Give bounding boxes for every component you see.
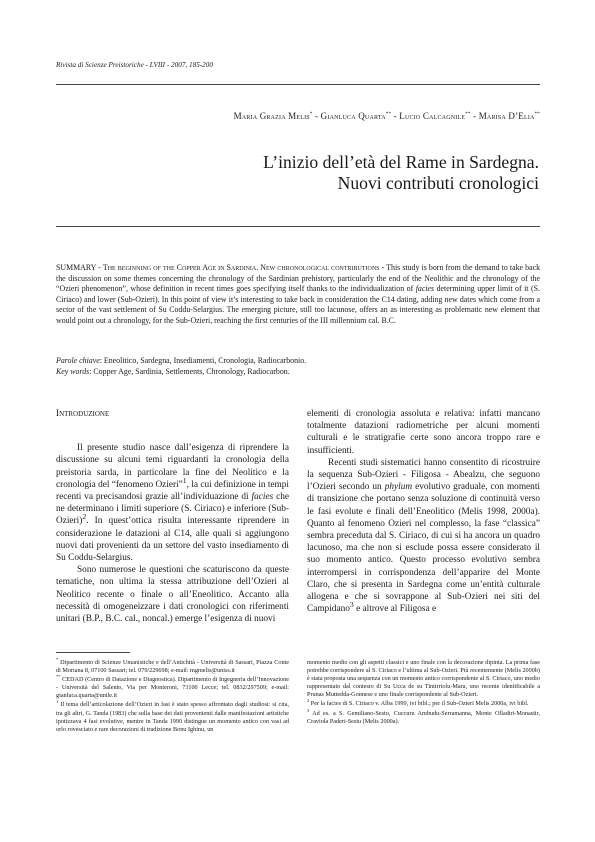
- footnote-text: Dipartimento di Scienze Umanistiche e dell’Antichità - Università di Sassari, Piazza Conte di Moriana 8, 07100 Sassari; tel. 079/229698; e-mail: mgmelis@uniss.it: [56, 659, 289, 675]
- summary-italic: facies: [415, 284, 435, 294]
- footnote-mark: 1: [56, 699, 59, 705]
- affiliation-mark: **: [385, 112, 392, 117]
- summary-block: [56, 263, 540, 327]
- footnote: momento medio con gli aspetti classici e uno finale con la decorazione dipinta. La prima fase potrebbe corrispondere al S. Ciriaco e l’ultima al Sub-Ozieri. Più recentemente (Melis 2000b) è stata proposta una sequenza con un momento antico corrispondente al S. Ciriaco, uno medio rappresentato dal contesto di Su Ucca de su Tintirriolu-Mara, uno recente identificabile a Prunas Muttedda-Gonnese e uno finale corrispondente al Sub-Ozieri.: [307, 659, 540, 699]
- footnote-mark: **: [56, 674, 61, 680]
- author-name: Marisa D’Elia: [478, 111, 535, 121]
- footnote-text: CEDAD (Centro di Datazione e Diagnostica). Dipartimento di Ingegneria dell’Innovazione - Università del Salento, Via per Monteroni, 73100 Lecce; tel. 0832/297509; e-mail: gianluca.quarta@unile.it: [56, 676, 289, 700]
- paragraph: Sono numerose le questioni che scaturiscono da queste tematiche, non ultima la stessa attribuzione dell’Ozieri al Neolitico recente o finale o all’Eneolitico. Accanto alla necessità di omogeneizzare i dati cronologici con riferimenti unitari (B.P., B.C. cal., noncal.) emerge l’esigenza di nuovi: [56, 565, 289, 625]
- affiliation-mark: **: [465, 112, 471, 117]
- author-separator: -: [470, 111, 479, 121]
- author-separator: -: [312, 111, 321, 121]
- keywords-label: Key words: [56, 367, 90, 376]
- paragraph-text: evolutivo graduale, con momenti di transizione che portano senza soluzione di continuità verso le fasi evolute e finali dell’Eneolitico (Melis 1998, 2000a). Quanto al fenomeno Ozieri nel complesso, la fase “classica” sembra preceduta dal S. Ciriaco, di cui si ha ancora un quadro lacunoso, ma che non si esclude possa essere considerato il suo momento antico. Questo processo evolutivo sembra interrompersi in corrispondenza dell’apparire del Monte Claro, che si presenta in Sardegna come un’entità culturale allogena e che si sovrappone al Sub-Ozieri nei siti del Campidano: [307, 482, 540, 615]
- summary-heading: The beginning of the Copper Age in Sardinia. New chronological contributions: [102, 263, 380, 272]
- paragraph-text: Recenti studi sistematici hanno consentito di ricostruire la sequenza Sub-Ozieri - Filigosa - Abealzu, che seguono l’Ozieri secondo un: [307, 457, 540, 493]
- footnote: [307, 700, 540, 708]
- author-name: Gianluca Quarta: [320, 111, 386, 121]
- keywords-italian: [56, 356, 540, 367]
- author-name: Maria Grazia Melis: [233, 111, 310, 121]
- footnote-mark: *: [56, 656, 59, 662]
- header-rule: [56, 84, 540, 85]
- footnote-ref: 3: [349, 600, 354, 610]
- paragraph-text: . In quest’ottica risulta interessante riprendere in considerazione le datazioni al C14, alle quali si aggiungono nuovi dati provenienti da un settore del vasto insediamento di Su Coddu-Selargius.: [56, 516, 289, 564]
- footnote-rule: [56, 652, 130, 653]
- paragraph: [307, 457, 540, 616]
- keywords-label: Parole chiave: [56, 356, 100, 365]
- summary-text: determining upper limit of it (S. Ciriaco) and lower (Sub-Ozieri). In this point of view it’s interesting to take back in consideration the C14 dating, adding new dates which come from a sector of the vast settlement of Su Coddu-Selargius. The emerging picture, still too lacunose, offers an as interesting as problematic new element that would point out a chronology, for the Sub-Ozieri, reaching the first centuries of the III millennium cal. B.C.: [56, 284, 540, 325]
- paragraph: elementi di cronologia assoluta e relativa: infatti mancano totalmente datazioni radiometriche per alcuni momenti culturali e le stratigrafie certe sono ancora troppo rare e insufficienti.: [307, 409, 540, 456]
- paragraph-text: che ne determinano i limiti superiore (S. Ciriaco) e inferiore (Sub-Ozieri): [56, 492, 289, 527]
- affiliation-mark: *: [309, 112, 313, 117]
- footnote: [56, 676, 289, 700]
- right-column: [307, 408, 540, 615]
- title-line: Nuovi contributi cronologici: [337, 173, 539, 193]
- italic-term: phylum: [384, 482, 413, 493]
- section-heading: Introduzione: [56, 409, 110, 419]
- keywords-text: : Copper Age, Sardinia, Settlements, Chronology, Radiocarbon.: [89, 367, 290, 376]
- title-rule: [56, 226, 540, 227]
- paper-title: [263, 152, 539, 194]
- paragraph-text: , la cui definizione in tempi recenti va precisandosi grazie all’individuazione di: [56, 479, 289, 503]
- footnote: [307, 707, 540, 726]
- summary-label: SUMMARY -: [56, 263, 103, 272]
- footnote-mark: 2: [307, 698, 310, 704]
- footnotes-left: [56, 656, 289, 735]
- journal-header: Rivista di Scienze Preistoriche - LVIII - 2007, 185-200: [56, 61, 213, 69]
- author-name: Lucio Calcagnile: [399, 111, 466, 121]
- affiliation-mark: **: [534, 112, 540, 117]
- footnote-text: Ad es. a S. Gemiliano-Sestu, Cuccuru Ambudu-Serramanna, Monte Olladiri-Monastir, Craviola Paderi-Sestu (Melis 2000a).: [307, 709, 540, 725]
- summary-text: - This study is born from the demand to take back the discussion on some themes concerning the chronology of the Sardinian prehistory, particularly the end of the Neolithic and the chronology of the “Ozieri phenomenon”, whose definition in recent times goes specifying itself thanks to the individualization of: [56, 263, 541, 294]
- keywords-english: [56, 367, 540, 378]
- paragraph-text: Il presente studio nasce dall’esigenza di riprendere la discussione su alcuni temi riguardanti la cronologia della preistoria sarda, in particolare la fine del Neolitico e la cronologia del “fenomeno Ozieri”: [56, 443, 289, 490]
- title-line: L’inizio dell’età del Rame in Sardegna.: [263, 152, 539, 172]
- left-column: [56, 408, 289, 625]
- paragraph-text: e altrove al Filigosa e: [353, 604, 437, 615]
- footnote-ref: 1: [182, 475, 187, 485]
- author-separator: -: [391, 111, 400, 121]
- footnotes-right: [307, 659, 540, 727]
- footnote-mark: 3: [307, 707, 310, 713]
- author-list: [234, 111, 540, 121]
- footnote-text: Per la facies di S. Ciriaco v. Alba 1999, ivi bibl.; per il Sub-Ozieri Melis 2000a, ivi bibl.: [309, 700, 529, 708]
- footnote-ref: 2: [82, 512, 87, 522]
- footnote-text: Il tema dell’articolazione dell’Ozieri in fasi è stato spesso affrontato dagli studiosi: si cita, tra gli altri, G. Tanda (1983) che sulla base dei dati provenienti dalle manifestazioni artistiche ipotizzava 4 fasi evolutive, mentre in Tanda 1990 distingue un momento antico con vasi ad orlo rovesciato e rare decorazioni di tradizione Bonu Ighinu, un: [56, 701, 289, 733]
- footnote: [56, 656, 289, 675]
- footnote: [56, 701, 289, 733]
- paragraph: [56, 442, 289, 564]
- italic-term: facies: [251, 492, 274, 503]
- keywords-text: : Eneolitico, Sardegna, Insediamenti, Cronologia, Radiocarbonio.: [99, 356, 307, 365]
